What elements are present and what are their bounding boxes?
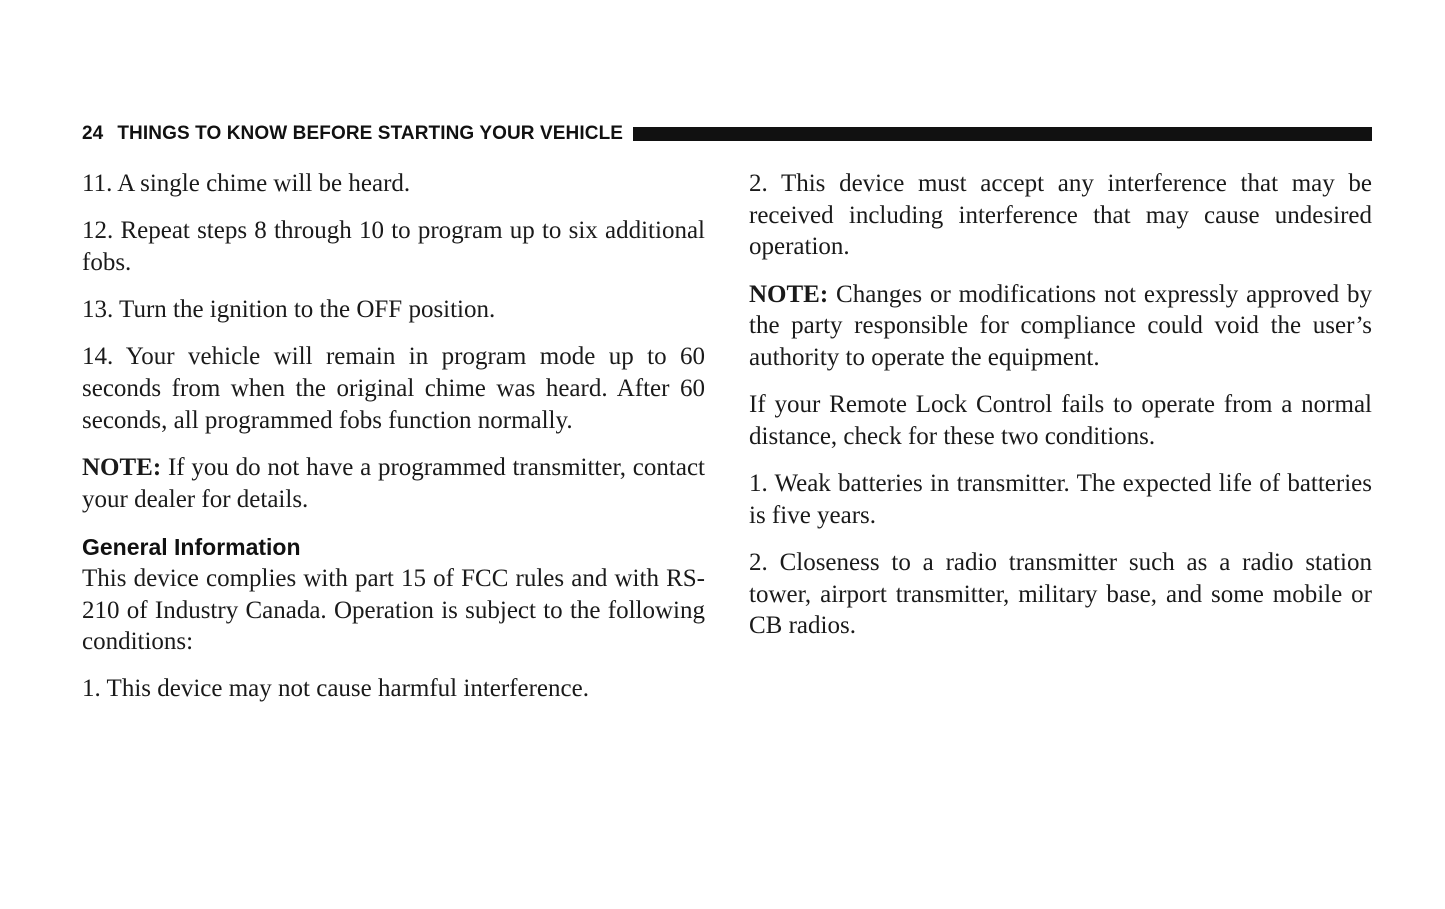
note-text: Changes or modifications not expressly approved by the party responsible for compliance could void the user’s authority to operate the equipment. <box>749 280 1372 372</box>
left-column <box>82 168 705 721</box>
step-11: 11. A single chime will be heard. <box>82 170 411 197</box>
step-13: 13. Turn the ignition to the OFF position. <box>82 296 496 324</box>
note-programmed-transmitter <box>82 452 705 515</box>
page-header <box>82 122 1372 146</box>
note-text: If you do not have a programmed transmitter, contact your dealer for details. <box>82 453 705 513</box>
note-label: NOTE: <box>82 453 162 481</box>
section-title: THINGS TO KNOW BEFORE STARTING YOUR VEHICLE <box>117 123 624 144</box>
weak-batteries-item: 1. Weak batteries in transmitter. The expected life of batteries is five years. <box>749 470 1372 529</box>
condition-2: 2. This device must accept any interference that may be received including interference that may cause undesired operation. <box>749 170 1372 261</box>
step-12: 12. Repeat steps 8 through 10 to program up to six additional fobs. <box>82 217 705 276</box>
remote-lock-paragraph: If your Remote Lock Control fails to operate from a normal distance, check for these two conditions. <box>749 391 1372 450</box>
header-rule <box>633 127 1372 141</box>
condition-1: 1. This device may not cause harmful interference. <box>82 675 589 703</box>
right-column <box>749 168 1372 658</box>
general-information-heading: General Information <box>82 533 301 560</box>
page-number: 24 <box>82 123 104 144</box>
fcc-compliance-paragraph: This device complies with part 15 of FCC rules and with RS-210 of Industry Canada. Operation is subject to the following conditions: <box>82 564 705 656</box>
note-modifications <box>749 279 1372 374</box>
radio-transmitter-item: 2. Closeness to a radio transmitter such as a radio station tower, airport transmitter, military base, and some mobile or CB radios. <box>749 549 1372 640</box>
step-14: 14. Your vehicle will remain in program mode up to 60 seconds from when the original chime was heard. After 60 seconds, all programmed fobs function normally. <box>82 343 705 434</box>
note-label: NOTE: <box>749 280 829 308</box>
